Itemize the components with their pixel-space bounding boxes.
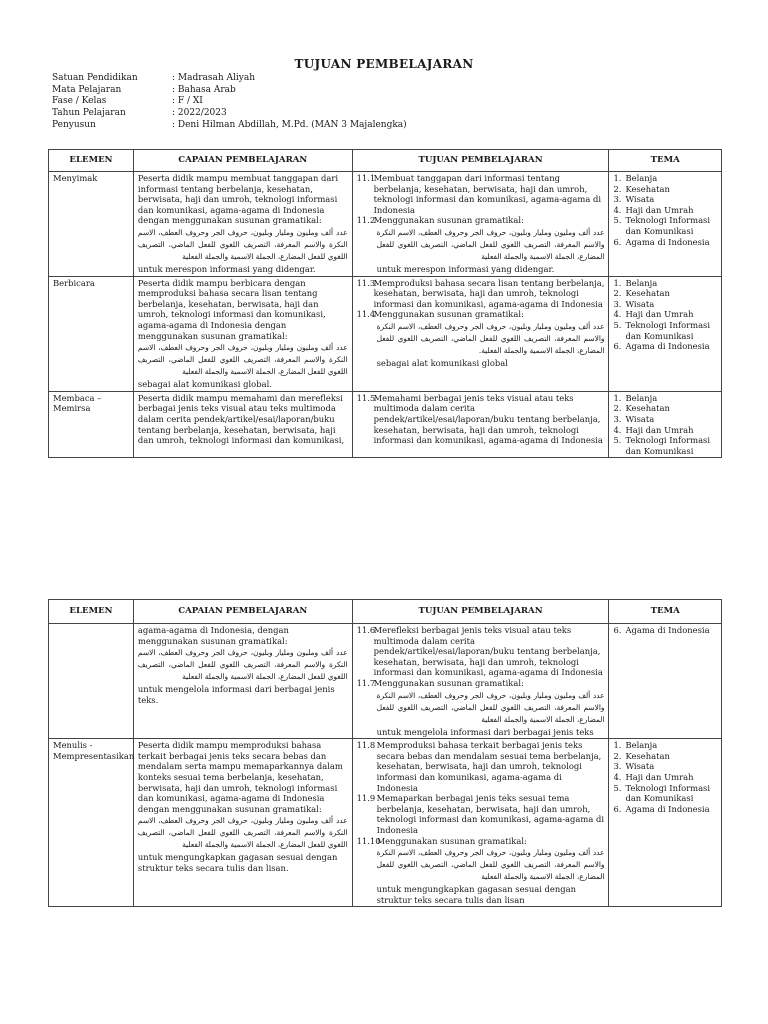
elemen-cell (49, 624, 134, 739)
objective-tail: untuk merespon informasi yang didengar. (376, 263, 555, 274)
objective-number: 11.3 (356, 277, 376, 288)
objective-number: 11.6 (356, 625, 376, 635)
header-elemen: ELEMEN (49, 600, 134, 624)
capaian-text: Peserta didik mampu berbicara dengan memproduksi bahasa secara lisan tentang berbelanja, kesehatan, berwisata, haji dan umroh, teknologi informasi dan komunikasi, agama-agama di Indonesia dengan menggunakan susunan gramatikal: (137, 277, 326, 341)
objective-item (357, 173, 605, 215)
tema-text: Belanja (625, 277, 658, 288)
objective-number: 11.8 (356, 740, 376, 751)
capaian-tail: untuk merespon informasi yang didengar. (137, 263, 316, 274)
objectives-table-2 (48, 599, 722, 907)
header-tujuan: TUJUAN PEMBELAJARAN (352, 600, 609, 624)
tema-text: Teknologi Informasi dan Komunikasi (625, 319, 711, 341)
tema-text: Belanja (625, 392, 658, 403)
header-capaian: CAPAIAN PEMBELAJARAN (133, 600, 352, 624)
tema-text: Haji dan Umrah (625, 204, 694, 215)
tema-text: Agama di Indonesia (625, 625, 710, 635)
arabic-grammar-text: عدد ألف ومليون ومليار وبليون، حروف الجر وحروف العطف، الاسم النكرة والاسم المعرفة، التصريف اللغوي للفعل الماضي، التصريف اللغوي للفعل المضارع، الجملة الاسمية والجملة الفعلية (137, 343, 348, 377)
tema-item: 1. Belanja (613, 740, 717, 751)
meta-label: Satuan Pendidikan (52, 73, 138, 83)
tema-cell (609, 739, 722, 907)
table-row (49, 391, 722, 458)
header-tema: TEMA (609, 150, 722, 172)
objective-text: Menggunakan susunan gramatikal: (373, 309, 524, 320)
objective-number: 11.7 (356, 677, 376, 688)
tujuan-cell (352, 624, 609, 739)
tema-text: Belanja (625, 740, 658, 751)
arabic-grammar-text: عدد ألف ومليون ومليار وبليون، حروف الجر وحروف العطف، الاسم النكرة والاسم المعرفة، التصريف اللغوي للفعل الماضي، التصريف اللغوي للفعل المضارع، الجملة الاسمية والجملة الفعلية (137, 648, 348, 682)
objective-number: 11.4 (356, 309, 376, 320)
table-header-row (49, 150, 722, 172)
arabic-grammar-text: عدد ألف ومليون ومليار وبليون، حروف الجر وحروف العطف، الاسم النكرة والاسم المعرفة، التصريف اللغوي للفعل الماضي، التصريف اللغوي للفعل المضارع، الجملة الاسمية والجملة الفعلية. (376, 321, 605, 355)
tema-text: Wisata (625, 298, 655, 309)
capaian-tail: untuk mengelola informasi dari berbagai jenis teks. (137, 684, 335, 705)
capaian-cell (133, 739, 352, 907)
objective-text: Menggunakan susunan gramatikal: (373, 677, 524, 688)
tujuan-cell (352, 739, 609, 907)
tema-item: 6. Agama di Indonesia (613, 341, 717, 352)
tema-item: 5. Teknologi Informasi dan Komunikasi (613, 215, 717, 236)
objective-text: Membuat tanggapan dari informasi tentang berbelanja, kesehatan, berwisata, haji dan umroh, teknologi informasi dan komunikasi, agama-agama di Indonesia (373, 173, 602, 215)
meta-row (52, 73, 407, 85)
tujuan-cell (352, 276, 609, 391)
objective-text: Merefleksi berbagai jenis teks visual atau teks multimoda dalam cerita pendek/artikel/esai/laporan/buku tentang berbelanja, kesehatan, berwisata, haji dan umroh, teknologi informasi dan komunikasi, agama-agama di Indonesia (373, 625, 603, 678)
objective-item (357, 836, 605, 847)
tema-item: 3. Wisata (613, 414, 717, 425)
arabic-grammar-text: عدد ألف ومليون ومليار وبليون، حروف الجر وحروف العطف، الاسم النكرة والاسم المعرفة، التصريف اللغوي للفعل الماضي، التصريف اللغوي للفعل المضارع، الجملة الاسمية والجملة الفعلية (376, 227, 605, 261)
meta-value: : Deni Hilman Abdillah, M.Pd. (MAN 3 Majalengka) (172, 119, 407, 130)
capaian-text: Peserta didik mampu memahami dan merefleksi berbagai jenis teks visual atau teks multimoda dalam cerita pendek/artikel/esai/laporan/buku tentang berbelanja, kesehatan, berwisata, haji dan umroh, teknologi informasi dan komunikasi, (137, 392, 345, 446)
tema-text: Teknologi Informasi dan Komunikasi (625, 435, 711, 456)
header-tujuan: TUJUAN PEMBELAJARAN (352, 150, 609, 172)
tema-text: Wisata (625, 761, 655, 772)
tema-cell (609, 276, 722, 391)
tema-item: 6. Agama di Indonesia (613, 625, 717, 636)
tema-item: 2. Kesehatan (613, 751, 717, 762)
meta-label: Penyusun (52, 119, 96, 130)
capaian-cell (133, 172, 352, 277)
header-capaian: CAPAIAN PEMBELAJARAN (133, 150, 352, 172)
objective-item (357, 625, 605, 678)
meta-label: Fase / Kelas (52, 96, 107, 107)
tema-text: Agama di Indonesia (625, 803, 710, 814)
meta-label: Mata Pelajaran (52, 84, 122, 95)
objective-item (357, 393, 605, 446)
objective-item (357, 740, 605, 793)
meta-row (52, 120, 407, 132)
objective-item (357, 215, 605, 226)
tema-item: 4. Haji dan Umrah (613, 205, 717, 216)
tema-item: 2. Kesehatan (613, 403, 717, 414)
capaian-cell (133, 276, 352, 391)
elemen-cell: Membaca – Memirsa (49, 391, 134, 458)
objective-item (357, 678, 605, 689)
capaian-text: agama-agama di Indonesia, dengan menggunakan susunan gramatikal: (137, 625, 289, 646)
meta-row (52, 96, 407, 108)
meta-value: : Bahasa Arab (172, 84, 236, 95)
tema-text: Wisata (625, 413, 655, 424)
tema-item: 3. Wisata (613, 299, 717, 310)
capaian-text: Peserta didik mampu memproduksi bahasa terkait berbagai jenis teks secara bebas dan mendalam serta mampu memaparkannya dalam konteks sesuai tema berbelanja, kesehatan, berwisata, haji dan umroh, teknologi informasi dan komunikasi, agama-agama di Indonesia dengan menggunakan susunan gramatikal: (137, 740, 343, 814)
arabic-grammar-text: عدد ألف ومليون ومليار وبليون، حروف الجر وحروف العطف، الاسم النكرة والاسم المعرفة، التصريف اللغوي للفعل الماضي، التصريف اللغوي للفعل المضارع، الجملة الاسمية والجملة الفعلية (376, 690, 605, 724)
tema-item: 2. Kesehatan (613, 288, 717, 299)
tema-item: 5. Teknologi Informasi dan Komunikasi (613, 435, 717, 456)
tema-item: 3. Wisata (613, 194, 717, 205)
page-title: TUJUAN PEMBELAJARAN (294, 57, 474, 71)
tema-item: 4. Haji dan Umrah (613, 425, 717, 436)
tema-text: Wisata (625, 194, 655, 205)
arabic-grammar-text: عدد ألف ومليون ومليار وبليون، حروف الجر وحروف العطف، الاسم النكرة والاسم المعرفة، التصريف اللغوي للفعل الماضي، التصريف اللغوي للفعل المضارع، الجملة الاسمية والجملة الفعلية (137, 816, 348, 850)
objective-item (357, 309, 605, 320)
tujuan-cell (352, 172, 609, 277)
meta-value: : 2022/2023 (172, 108, 227, 119)
capaian-cell (133, 391, 352, 458)
objective-number: 11.10 (356, 835, 381, 846)
elemen-cell: Berbicara (49, 276, 134, 391)
meta-value: : Madrasah Aliyah (172, 73, 256, 83)
objective-number: 11.9 (356, 793, 376, 804)
tema-item: 2. Kesehatan (613, 184, 717, 195)
meta-label: Tahun Pelajaran (52, 108, 126, 119)
header-tema: TEMA (609, 600, 722, 624)
document-meta (52, 73, 407, 132)
tema-item: 6. Agama di Indonesia (613, 804, 717, 815)
table-header-row (49, 600, 722, 624)
capaian-tail: sebagai alat komunikasi global. (137, 379, 272, 390)
tema-item: 4. Haji dan Umrah (613, 309, 717, 320)
tujuan-cell (352, 391, 609, 458)
objective-number: 11.2 (356, 215, 376, 226)
objective-text: Menggunakan susunan gramatikal: (376, 835, 527, 846)
objective-text: Menggunakan susunan gramatikal: (373, 215, 524, 226)
tema-text: Kesehatan (625, 288, 670, 299)
tema-text: Kesehatan (625, 183, 670, 194)
tema-cell (609, 172, 722, 277)
objective-tail: untuk mengelola informasi dari berbagai jenis teks (376, 726, 594, 737)
arabic-grammar-text: عدد ألف ومليون ومليار وبليون، حروف الجر وحروف العطف، الاسم النكرة والاسم المعرفة، التصريف اللغوي للفعل الماضي، التصريف اللغوي للفعل المضارع، الجملة الاسمية والجملة الفعلية (376, 848, 605, 882)
tema-item: 3. Wisata (613, 761, 717, 772)
objective-number: 11.5 (356, 392, 376, 403)
capaian-cell (133, 624, 352, 739)
tema-text: Agama di Indonesia (625, 236, 710, 247)
objective-text: Memproduksi bahasa terkait berbagai jenis teks secara bebas dan mendalam sesuai tema berbelanja, kesehatan, berwisata, haji dan umroh, teknologi informasi dan komunikasi, agama-agama di Indonesia (376, 740, 602, 793)
table-row (49, 739, 722, 907)
tema-text: Belanja (625, 173, 658, 183)
tema-text: Teknologi Informasi dan Komunikasi (625, 215, 711, 236)
tema-text: Kesehatan (625, 750, 670, 761)
elemen-cell: Menulis - Mempresentasikan (49, 739, 134, 907)
objective-tail: untuk mengungkapkan gagasan sesuai dengan struktur teks secara tulis dan lisan (376, 884, 577, 905)
tema-item: 1. Belanja (613, 393, 717, 404)
objective-tail: sebagai alat komunikasi global (376, 357, 508, 368)
objective-text: Memahami berbagai jenis teks visual atau teks multimoda dalam cerita pendek/artikel/esai/laporan/buku tentang berbelanja, kesehatan, berwisata, haji dan umroh, teknologi informasi dan komunikasi, agama-agama di Indonesia (373, 392, 603, 446)
tema-text: Haji dan Umrah (625, 424, 694, 435)
tema-text: Haji dan Umrah (625, 771, 694, 782)
tema-item: 1. Belanja (613, 173, 717, 184)
table-row (49, 276, 722, 391)
tema-item: 5. Teknologi Informasi dan Komunikasi (613, 320, 717, 341)
header-elemen: ELEMEN (49, 150, 134, 172)
meta-row (52, 85, 407, 97)
meta-row (52, 108, 407, 120)
tema-item: 5. Teknologi Informasi dan Komunikasi (613, 783, 717, 804)
tema-item: 1. Belanja (613, 278, 717, 289)
objective-item (357, 278, 605, 310)
meta-value: : F / XI (172, 96, 203, 107)
tema-text: Agama di Indonesia (625, 341, 710, 352)
table-row (49, 624, 722, 739)
objective-number: 11.1 (356, 173, 376, 183)
elemen-cell: Menyimak (49, 172, 134, 277)
tema-item: 4. Haji dan Umrah (613, 772, 717, 783)
objective-item (357, 793, 605, 835)
capaian-text: Peserta didik mampu membuat tanggapan dari informasi tentang berbelanja, kesehatan, berwisata, haji dan umroh, teknologi informasi dan komunikasi, agama-agama di Indonesia dengan menggunakan susunan gramatikal: (137, 173, 339, 226)
table-row (49, 172, 722, 277)
objective-text: Memproduksi bahasa secara lisan tentang berbelanja, kesehatan, berwisata, haji dan umroh, teknologi informasi dan komunikasi, agama-agama di Indonesia (373, 277, 605, 309)
tema-cell (609, 624, 722, 739)
tema-item: 6. Agama di Indonesia (613, 237, 717, 248)
objective-text: Memaparkan berbagai jenis teks sesuai tema berbelanja, kesehatan, berwisata, haji dan umroh, teknologi informasi dan komunikasi, agama-agama di Indonesia (376, 793, 605, 835)
objectives-table-1 (48, 149, 722, 458)
arabic-grammar-text: عدد ألف ومليون ومليار وبليون، حروف الجر وحروف العطف، الاسم النكرة والاسم المعرفة، التصريف اللغوي للفعل الماضي، التصريف اللغوي للفعل المضارع، الجملة الاسمية والجملة الفعلية (137, 227, 348, 261)
tema-text: Haji dan Umrah (625, 309, 694, 320)
capaian-tail: untuk mengungkapkan gagasan sesuai dengan struktur teks secara tulis dan lisan. (137, 852, 338, 873)
tema-text: Kesehatan (625, 403, 670, 414)
tema-text: Teknologi Informasi dan Komunikasi (625, 782, 711, 804)
tema-cell (609, 391, 722, 458)
